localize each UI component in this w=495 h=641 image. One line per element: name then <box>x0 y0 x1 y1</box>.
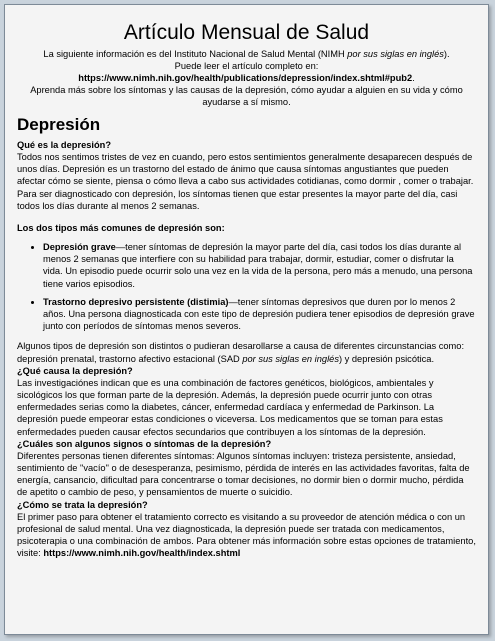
list-item <box>43 241 476 290</box>
intro-read-more: Puede leer el artículo completo en: <box>174 61 319 71</box>
signs-question: ¿Cuáles son algunos signos o síntomas de la depresión? <box>17 438 272 449</box>
treat-question: ¿Cómo se trata la depresión? <box>17 499 148 510</box>
intro-source-em: por sus siglas en inglés <box>347 49 444 59</box>
type-term: Trastorno depresivo persistente (distimia) <box>43 296 229 307</box>
signs-text: Diferentes personas tienen diferentes síntomas: Algunos síntomas incluyen: tristeza persistente, ansiedad, sentimiento de "vacío" o de desesperanza, pesimismo, pérdida de interés en las actividades favoritas, falta de energía, cansancio, dificultad para concentrarse o tomar decisiones, no dormir bien o dormir mucho, pérdida de apetito o cambio de peso, y pensamientos de muerte o suicidio. <box>17 450 470 498</box>
what-question: Qué es la depresión? <box>17 140 112 150</box>
type-description: —tener síntomas depresivos que duren por lo menos 2 años. Una persona diagnosticada con este tipo de depresión pudiera tener episodios de depresión grave junto con períodos de síntomas menos severos. <box>43 296 475 332</box>
intro-block <box>19 48 474 108</box>
page-title: Artículo Mensual de Salud <box>123 21 370 44</box>
cause-question: ¿Qué causa la depresión? <box>17 365 133 376</box>
list-item <box>43 296 476 333</box>
article-content <box>5 115 488 559</box>
other-types-text <box>17 340 476 364</box>
other-types-a: Algunos tipos de depresión son distintos o pudieran desarollarse a causa de diferentes circunstancias como: depresión prenatal, trastorno afectivo estacional (SAD <box>17 341 465 364</box>
intro-url-link[interactable]: https://www.nimh.nih.gov/health/publications/depression/index.shtml#pub2 <box>78 73 413 83</box>
intro-source-end: ). <box>443 49 450 59</box>
intro-source-text: La siguiente información es del Instituto Nacional de Salud Mental (NIMH <box>43 49 348 59</box>
other-types-b: ) y depresión psicótica. <box>338 353 435 364</box>
types-list <box>17 241 476 332</box>
intro-url-line <box>19 72 474 84</box>
intro-source <box>19 48 474 60</box>
article-page <box>4 4 489 635</box>
treat-text-body: El primer paso para obtener el tratamiento correcto es visitando a su proveedor de atención médica o con un profesional de salud mental. Una vez diagnosticada, la depresión puede ser tratada con medicamentos, psicoterapia o una combinación de ambos. Para obtener más información sobre estas opciones de tratamiento, visite: <box>17 511 476 559</box>
what-text: Todos nos sentimos tristes de vez en cuando, pero estos sentimientos generalmente desaparecen después de unos días. Depresión es un trastorno del estado de ánimo que causa síntomas angustiantes que pueden afectar cómo se siente, piensa o cómo lleva a cabo sus actividades cotidianas, como dormir , comer o trabajar. Para ser diagnosticado con depresión, los síntomas tienen que estar presentes la mayor parte del día, casi todos los días durante al menos 2 semanas. <box>17 152 474 211</box>
cause-text: Las investigaciónes indican que es una combinación de factores genéticos, biológicos, ambientales y sicológicos los que forman parte de la depresión. Además, la depresión puede ocurrir junto con otras enfermedades serias como la diabetes, cáncer, enfermedad cardíaca y enfermedad de Parkinson. La depresión puede empeorar estas condiciones o viceversa. Los medicamentos que se toman para estas enfermedades pueden causar efectos secundarios que contribuyen a los síntomas de la depresión. <box>17 377 443 437</box>
type-description: —tener síntomas de depresión la mayor parte del día, casi todos los días durante al menos 2 semanas que interfiere con su habilidad para trabajar, dormir, estudiar, comer o disfrutar la vida. Un episodio puede ocurrir solo una vez en la vida de la persona, pero más a menudo, una persona tiene varios episodios. <box>43 242 473 289</box>
treat-url-link[interactable]: https://www.nimh.nih.gov/health/index.shtml <box>43 548 241 559</box>
intro-learn-more: Aprenda más sobre los síntomas y las causas de la depresión, cómo ayudar a alguien en su vida y cómo ayudarse a sí mismo. <box>30 85 463 107</box>
intro-url-suffix: . <box>412 73 415 83</box>
treat-text <box>17 511 476 560</box>
type-term: Depresión grave <box>43 242 116 253</box>
section-heading: Depresión <box>17 115 101 134</box>
types-heading: Los dos tipos más comunes de depresión son: <box>17 223 225 234</box>
other-types-em: por sus siglas en inglés <box>242 353 339 364</box>
